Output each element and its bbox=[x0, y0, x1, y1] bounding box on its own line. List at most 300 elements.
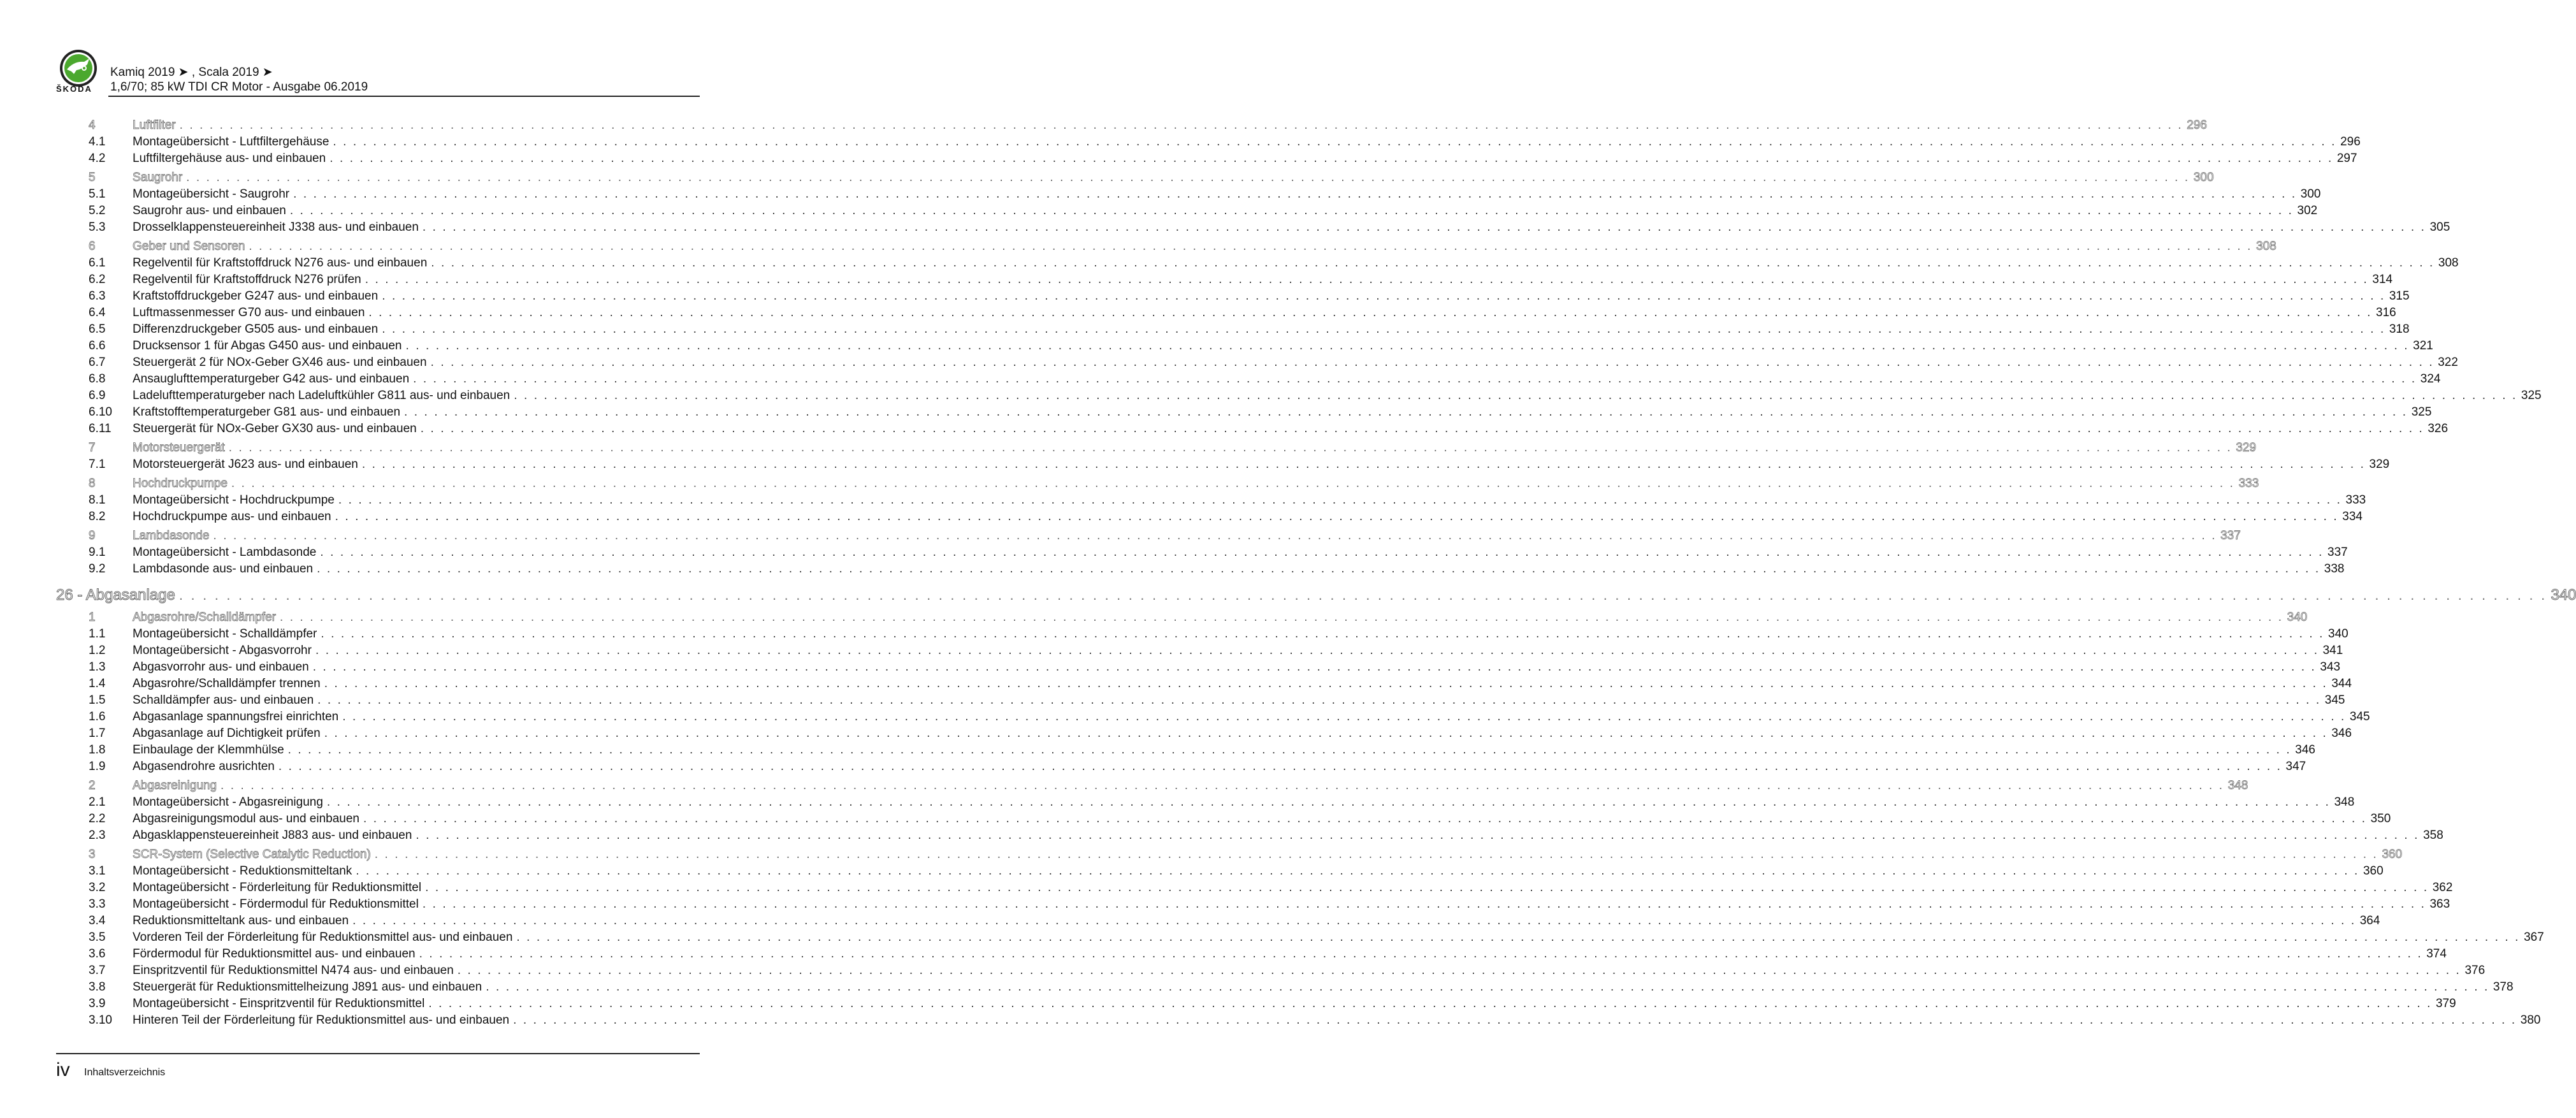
toc-leader-line bbox=[133, 305, 2396, 321]
toc-leader-line bbox=[133, 456, 2390, 473]
toc-number: 1.3 bbox=[89, 660, 106, 674]
toc-dot-leader: . . . . . . . . . . . . . . . . . . . . . . . . . . . . . . . . . . . . . . . . . . . . . . . . . . . . . . . . . . . . . . . . . . . . . . . . . . . . . . . . . . . . . . . . . . . . . . . . . . . . . . . . . . . . . . . . . . . . . . . . . . . . . . . . . . . . . . . . . . . . . . . . . . . . . . . . . . . . . . . . . . . . . . . . . . . . . . . . . . . . . . . . . . . . . . . . . . . . . . . . bbox=[342, 710, 2346, 723]
toc-section[interactable] bbox=[56, 609, 2308, 626]
toc-number: 6.3 bbox=[89, 289, 106, 303]
toc-entry[interactable] bbox=[56, 338, 2433, 354]
toc-entry[interactable] bbox=[56, 421, 2449, 437]
toc-leader-line bbox=[133, 725, 2352, 742]
toc-number: 3.7 bbox=[89, 964, 106, 977]
toc-leader-line bbox=[133, 404, 2432, 421]
toc-page-number: 296 bbox=[2340, 135, 2361, 149]
toc-title: Regelventil für Kraftstoffdruck N276 aus- und einbauen bbox=[133, 256, 428, 270]
skoda-logo-icon bbox=[59, 48, 98, 88]
toc-title: Hochdruckpumpe bbox=[133, 477, 228, 490]
toc-entry[interactable] bbox=[56, 561, 2345, 577]
toc-title: Montageübersicht - Abgasvorrohr bbox=[133, 644, 312, 657]
toc-title: Regelventil für Kraftstoffdruck N276 prüfen bbox=[133, 273, 361, 286]
toc-entry[interactable] bbox=[56, 759, 2306, 775]
toc-entry[interactable] bbox=[56, 896, 2450, 913]
toc-number: 1.8 bbox=[89, 743, 106, 757]
toc-dot-leader: . . . . . . . . . . . . . . . . . . . . . . . . . . . . . . . . . . . . . . . . . . . . . . . . . . . . . . . . . . . . . . . . . . . . . . . . . . . . . . . . . . . . . . . . . . . . . . . . . . . . . . . . . . . . . . . . . . . . . . . . . . . . . . . . . . . . . . . . . . . . . . . . . . . . . . . . . . . . . . . . . . . . . . . . . . . . . . . . . . . . . . . . . . . . . . . . . . . . . . . . bbox=[419, 947, 2423, 961]
toc-dot-leader: . . . . . . . . . . . . . . . . . . . . . . . . . . . . . . . . . . . . . . . . . . . . . . . . . . . . . . . . . . . . . . . . . . . . . . . . . . . . . . . . . . . . . . . . . . . . . . . . . . . . . . . . . . . . . . . . . . . . . . . . . . . . . . . . . . . . . . . . . . . . . . . . . . . . . . . . . . . . . . . . . . . . . . . . . . . . . . . . . . . . . . . . . . . . . . . . . . . . . . . . bbox=[514, 389, 2517, 402]
toc-page-number: 376 bbox=[2464, 964, 2486, 977]
toc-number: 3.6 bbox=[89, 947, 106, 961]
toc-page-number: 300 bbox=[2300, 187, 2321, 201]
toc-leader-line bbox=[133, 528, 2241, 544]
toc-page-number: 345 bbox=[2349, 710, 2370, 723]
toc-title: Steuergerät für Reduktionsmittelheizung J891 aus- und einbauen bbox=[133, 980, 482, 994]
toc-page-number: 315 bbox=[2389, 289, 2410, 303]
toc-leader-line bbox=[133, 759, 2306, 775]
toc-title: Abgasreinigungsmodul aus- und einbauen bbox=[133, 812, 359, 825]
toc-number: 9 bbox=[89, 529, 96, 542]
toc-page-number: 378 bbox=[2493, 980, 2514, 994]
toc-dot-leader: . . . . . . . . . . . . . . . . . . . . . . . . . . . . . . . . . . . . . . . . . . . . . . . . . . . . . . . . . . . . . . . . . . . . . . . . . . . . . . . . . . . . . . . . . . . . . . . . . . . . . . . . . . . . . . . . . . . . . . . . . . . . . . . . . . . . . . . . . . . . . . . . . . . . . . . . . . . . . . . . . . . . . . . . . . . . . . . . . . . . . . . . . . . . . . . . . . . . . . . . bbox=[315, 644, 2319, 657]
toc-title: Kraftstofftemperaturgeber G81 aus- und einbauen bbox=[133, 405, 401, 419]
toc-dot-leader: . . . . . . . . . . . . . . . . . . . . . . . . . . . . . . . . . . . . . . . . . . . . . . . . . . . . . . . . . . . . . . . . . . . . . . . . . . . . . . . . . . . . . . . . . . . . . . . . . . . . . . . . . . . . . . . . . . . . . . . . . . . . . . . . . . . . . . . . . . . . . . . . . . . . . . . . . . . . . . . . . . . . . . . . . . . . . . . . . . . . . . . . . . . . . . . . . . . . . . . . bbox=[179, 119, 2183, 132]
toc-dot-leader: . . . . . . . . . . . . . . . . . . . . . . . . . . . . . . . . . . . . . . . . . . . . . . . . . . . . . . . . . . . . . . . . . . . . . . . . . . . . . . . . . . . . . . . . . . . . . . . . . . . . . . . . . . . . . . . . . . . . . . . . . . . . . . . . . . . . . . . . . . . . . . . . . . . . . . . . . . . . . . . . . . . . . . . . . . . . . . . . . . . . . . . . . . . . . . . . . . . . . . . . bbox=[338, 493, 2342, 507]
toc-section[interactable] bbox=[56, 476, 2259, 492]
toc-entry[interactable] bbox=[56, 371, 2441, 388]
toc-title: Ladelufttemperaturgeber nach Ladeluftkühler G811 aus- und einbauen bbox=[133, 389, 510, 402]
toc-title: Saugrohr aus- und einbauen bbox=[133, 204, 286, 217]
toc-number: 6.11 bbox=[89, 422, 112, 435]
toc-entry[interactable] bbox=[56, 321, 2410, 338]
toc-dot-leader: . . . . . . . . . . . . . . . . . . . . . . . . . . . . . . . . . . . . . . . . . . . . . . . . . . . . . . . . . . . . . . . . . . . . . . . . . . . . . . . . . . . . . . . . . . . . . . . . . . . . . . . . . . . . . . . . . . . . . . . . . . . . . . . . . . . . . . . . . . . . . . . . . . . . . . . . . . . . . . . . . . . . . . . . . . . . . . . . . . . . . . . . . . . . . . . . . . . . . . . . bbox=[333, 135, 2337, 149]
toc-number: 6.7 bbox=[89, 356, 106, 369]
toc-dot-leader: . . . . . . . . . . . . . . . . . . . . . . . . . . . . . . . . . . . . . . . . . . . . . . . . . . . . . . . . . . . . . . . . . . . . . . . . . . . . . . . . . . . . . . . . . . . . . . . . . . . . . . . . . . . . . . . . . . . . . . . . . . . . . . . . . . . . . . . . . . . . . . . . . . . . . . . . . . . . . . . . . . . . . . . . . . . . . . . . . . . . . . . . . . . . . . . . . . . . . . . . bbox=[425, 881, 2429, 894]
toc-title: Luftmassenmesser G70 aus- und einbauen bbox=[133, 306, 365, 319]
toc-page-number: 346 bbox=[2295, 743, 2315, 757]
toc-page-number: 322 bbox=[2438, 356, 2458, 369]
toc-page-number: 340 bbox=[2287, 611, 2308, 624]
toc-page-number: 358 bbox=[2423, 829, 2443, 842]
toc-page-number: 379 bbox=[2435, 997, 2456, 1010]
toc-leader-line bbox=[133, 288, 2410, 305]
toc-leader-line bbox=[133, 476, 2259, 492]
toc-leader-line bbox=[133, 827, 2443, 844]
toc-title: Abgasanlage auf Dichtigkeit prüfen bbox=[133, 727, 321, 740]
toc-dot-leader: . . . . . . . . . . . . . . . . . . . . . . . . . . . . . . . . . . . . . . . . . . . . . . . . . . . . . . . . . . . . . . . . . . . . . . . . . . . . . . . . . . . . . . . . . . . . . . . . . . . . . . . . . . . . . . . . . . . . . . . . . . . . . . . . . . . . . . . . . . . . . . . . . . . . . . . . . . . . . . . . . . . . . . . . . . . . . . . . . . . . . . . . . . . . . . . . . . . . . . . . bbox=[186, 171, 2190, 184]
toc-number: 3.10 bbox=[89, 1013, 112, 1027]
toc-dot-leader: . . . . . . . . . . . . . . . . . . . . . . . . . . . . . . . . . . . . . . . . . . . . . . . . . . . . . . . . . . . . . . . . . . . . . . . . . . . . . . . . . . . . . . . . . . . . . . . . . . . . . . . . . . . . . . . . . . . . . . . . . . . . . . . . . . . . . . . . . . . . . . . . . . . . . . . . . . . . . . . . . . . . . . . . . . . . . . . . . . . . . . . . . . . . . . . . . . . . . . . . bbox=[382, 323, 2385, 336]
toc-title: Motorsteuergerät J623 aus- und einbauen bbox=[133, 458, 358, 471]
toc-entry[interactable] bbox=[56, 150, 2357, 167]
toc-title: Fördermodul für Reduktionsmittel aus- und einbauen bbox=[133, 947, 416, 961]
toc-entry[interactable] bbox=[56, 509, 2363, 525]
toc-page-number: 341 bbox=[2322, 644, 2343, 657]
toc-page-number: 333 bbox=[2238, 477, 2259, 490]
toc-leader-line bbox=[133, 794, 2355, 811]
toc-title: SCR-System (Selective Catalytic Reduction) bbox=[133, 848, 371, 861]
toc-dot-leader: . . . . . . . . . . . . . . . . . . . . . . . . . . . . . . . . . . . . . . . . . . . . . . . . . . . . . . . . . . . . . . . . . . . . . . . . . . . . . . . . . . . . . . . . . . . . . . . . . . . . . . . . . . . . . . . . . . . . . . . . . . . . . . . . . . . . . . . . . . . . . . . . . . . . . . . . . . . . . . . . . . . . . . . . . . . . . . . . . . . . . . . . . . . . . . . . . . . . . . . . bbox=[368, 306, 2373, 319]
toc-leader-line bbox=[133, 692, 2345, 709]
toc-number: 7 bbox=[89, 441, 96, 454]
toc-number: 6.1 bbox=[89, 256, 106, 270]
toc-dot-leader: . . . . . . . . . . . . . . . . . . . . . . . . . . . . . . . . . . . . . . . . . . . . . . . . . . . . . . . . . . . . . . . . . . . . . . . . . . . . . . . . . . . . . . . . . . . . . . . . . . . . . . . . . . . . . . . . . . . . . . . . . . . . . . . . . . . . . . . . . . . . . . . . . . . . . . . . . . . . . . . . . . . . . . . . . . . . . . . . . . . . . . . . . . . . . . . . . . . . . . . . bbox=[365, 273, 2369, 286]
toc-entry[interactable] bbox=[56, 544, 2348, 561]
toc-leader-line bbox=[133, 354, 2458, 371]
toc-title: Montageübersicht - Saugrohr bbox=[133, 187, 290, 201]
toc-number: 1.7 bbox=[89, 727, 106, 740]
toc-leader-line bbox=[133, 440, 2257, 456]
toc-number: 6.2 bbox=[89, 273, 106, 286]
toc-page-number: 305 bbox=[2429, 221, 2450, 234]
toc-section[interactable] bbox=[56, 440, 2257, 456]
toc-title: Geber und Sensoren bbox=[133, 240, 245, 253]
toc-leader-line bbox=[56, 584, 2576, 607]
toc-page-number: 344 bbox=[2331, 677, 2352, 690]
toc-title: Montageübersicht - Schalldämpfer bbox=[133, 627, 317, 641]
footer-label: Inhaltsverzeichnis bbox=[84, 1067, 166, 1078]
toc-number: 2.1 bbox=[89, 795, 106, 809]
toc-page-number: 374 bbox=[2426, 947, 2447, 961]
toc-page-number: 308 bbox=[2438, 256, 2459, 270]
toc-leader-line bbox=[133, 609, 2308, 626]
toc-dot-leader: . . . . . . . . . . . . . . . . . . . . . . . . . . . . . . . . . . . . . . . . . . . . . . . . . . . . . . . . . . . . . . . . . . . . . . . . . . . . . . . . . . . . . . . . . . . . . . . . . . . . . . . . . . . . . . . . . . . . . . . . . . . . . . . . . . . . . . . . . . . . . . . . . . . . . . . . . . . . . . . . . . . . . . . . . . . . . . . . . . . . . . . . . . . . . . . . . . . . . . . . bbox=[361, 458, 2366, 471]
toc-leader-line bbox=[133, 811, 2391, 827]
toc-title: Abgasreinigung bbox=[133, 779, 217, 792]
toc-page-number: 347 bbox=[2285, 760, 2306, 773]
toc-number: 4.2 bbox=[89, 152, 106, 165]
toc-number: 6.10 bbox=[89, 405, 112, 419]
toc-entry[interactable] bbox=[56, 134, 2361, 150]
toc-dot-leader: . . . . . . . . . . . . . . . . . . . . . . . . . . . . . . . . . . . . . . . . . . . . . . . . . . . . . . . . . . . . . . . . . . . . . . . . . . . . . . . . . . . . . . . . . . . . . . . . . . . . . . . . . . . . . . . . . . . . . . . . . . . . . . . . . . . . . . . . . . . . . . . . . . . . . . . . . . . . . . . . . . . . . . . . . . . . . . . . . . . . . . . . . . . . . . . . . . . . . . . . bbox=[326, 795, 2331, 809]
toc-entry[interactable] bbox=[56, 219, 2450, 236]
toc-dot-leader: . . . . . . . . . . . . . . . . . . . . . . . . . . . . . . . . . . . . . . . . . . . . . . . . . . . . . . . . . . . . . . . . . . . . . . . . . . . . . . . . . . . . . . . . . . . . . . . . . . . . . . . . . . . . . . . . . . . . . . . . . . . . . . . . . . . . . . . . . . . . . . . . . . . . . . . . . . . . . . . . . . . . . . . . . . . . . . . . . . . . . . . . . . . . . . . . . . . . . . . . bbox=[405, 339, 2410, 352]
toc-title: Montageübersicht - Lambdasonde bbox=[133, 546, 317, 559]
toc-leader-line bbox=[133, 186, 2321, 203]
toc-page-number: 297 bbox=[2336, 152, 2357, 165]
toc-dot-leader: . . . . . . . . . . . . . . . . . . . . . . . . . . . . . . . . . . . . . . . . . . . . . . . . . . . . . . . . . . . . . . . . . . . . . . . . . . . . . . . . . . . . . . . . . . . . . . . . . . . . . . . . . . . . . . . . . . . . . . . . . . . . . . . . . . . . . . . . . . . . . . . . . . . . . . . . . . . . . . . . . . . . . . . . . . . . . . . . . . . . . . . . . . . . . . . . . . . . . . . . bbox=[413, 372, 2417, 386]
toc-dot-leader: . . . . . . . . . . . . . . . . . . . . . . . . . . . . . . . . . . . . . . . . . . . . . . . . . . . . . . . . . . . . . . . . . . . . . . . . . . . . . . . . . . . . . . . . . . . . . . . . . . . . . . . . . . . . . . . . . . . . . . . . . . . . . . . . . . . . . . . . . . . . . . . . . . . . . . . . . . . . . . . . . . . . . . . . . . . . . . . . . . . . . . . . . . . . . . . . . . . . . . . . bbox=[404, 405, 2408, 419]
toc-dot-leader: . . . . . . . . . . . . . . . . . . . . . . . . . . . . . . . . . . . . . . . . . . . . . . . . . . . . . . . . . . . . . . . . . . . . . . . . . . . . . . . . . . . . . . . . . . . . . . . . . . . . . . . . . . . . . . . . . . . . . . . . . . . . . . . . . . . . . . . . . . . . . . . . . . . . . . . . . . . . . . . . . . . . . . . . . . . . . . . . . . . . . . . . . . . . . . . . . . . . . . . . bbox=[312, 660, 2317, 674]
toc-page-number: 363 bbox=[2429, 897, 2450, 911]
toc-number: 5 bbox=[89, 171, 96, 184]
toc-entry[interactable] bbox=[56, 186, 2321, 203]
toc-page-number: 346 bbox=[2331, 727, 2352, 740]
toc-dot-leader: . . . . . . . . . . . . . . . . . . . . . . . . . . . . . . . . . . . . . . . . . . . . . . . . . . . . . . . . . . . . . . . . . . . . . . . . . . . . . . . . . . . . . . . . . . . . . . . . . . . . . . . . . . . . . . . . . . . . . . . . . . . . . . . . . . . . . . . . . . . . . . . . . . . . . . . . . . . . . . . . . . . . . . . . . . . . . . . . . . . . . . . . . . . . . . . . . . . . . . . . bbox=[289, 204, 2294, 217]
toc-entry[interactable] bbox=[56, 272, 2393, 288]
toc-title: Reduktionsmitteltank aus- und einbauen bbox=[133, 914, 349, 927]
toc-page-number: 360 bbox=[2363, 864, 2384, 878]
toc-leader-line bbox=[133, 170, 2214, 186]
toc-leader-line bbox=[133, 996, 2456, 1012]
toc-number: 5.3 bbox=[89, 221, 106, 234]
toc-leader-line bbox=[133, 778, 2248, 794]
toc-page-number: 345 bbox=[2324, 693, 2345, 707]
toc-entry[interactable] bbox=[56, 811, 2391, 827]
toc-title: Montageübersicht - Hochdruckpumpe bbox=[133, 493, 335, 507]
toc-page-number: 380 bbox=[2520, 1013, 2541, 1027]
toc-leader-line bbox=[133, 561, 2345, 577]
toc-page-number: 324 bbox=[2420, 372, 2441, 386]
toc-page-number: 360 bbox=[2382, 848, 2403, 861]
toc-title: Abgasanlage spannungsfrei einrichten bbox=[133, 710, 339, 723]
toc-chapter[interactable] bbox=[56, 584, 2576, 607]
toc-dot-leader: . . . . . . . . . . . . . . . . . . . . . . . . . . . . . . . . . . . . . . . . . . . . . . . . . . . . . . . . . . . . . . . . . . . . . . . . . . . . . . . . . . . . . . . . . . . . . . . . . . . . . . . . . . . . . . . . . . . . . . . . . . . . . . . . . . . . . . . . . . . . . . . . . . . . . . . . . . . . . . . . . . . . . . . . . . . . . . . . . . . . . . . . . . . . . . . . . . . . . . . . bbox=[329, 152, 2333, 165]
toc-title: Montageübersicht - Förderleitung für Reduktionsmittel bbox=[133, 881, 422, 894]
toc-entry[interactable] bbox=[56, 979, 2514, 996]
toc-number: 6.8 bbox=[89, 372, 106, 386]
toc-page-number: 316 bbox=[2376, 306, 2396, 319]
toc-number: 6.5 bbox=[89, 323, 106, 336]
toc-dot-leader: . . . . . . . . . . . . . . . . . . . . . . . . . . . . . . . . . . . . . . . . . . . . . . . . . . . . . . . . . . . . . . . . . . . . . . . . . . . . . . . . . . . . . . . . . . . . . . . . . . . . . . . . . . . . . . . . . . . . . . . . . . . . . . . . . . . . . . . . . . . . . . . . . . . . . . . . . . . . . . . . . . . . . . . . . . . . . . . . . . . . . . . . . . . . . . . . . . . . . . . . bbox=[178, 587, 2547, 603]
toc-entry[interactable] bbox=[56, 288, 2410, 305]
toc-title: Montageübersicht - Einspritzventil für Reduktionsmittel bbox=[133, 997, 425, 1010]
toc-page-number: 340 bbox=[2551, 586, 2576, 604]
toc-entry[interactable] bbox=[56, 742, 2315, 759]
toc-section[interactable] bbox=[56, 117, 2207, 134]
toc-title: Steuergerät für NOx-Geber GX30 aus- und einbauen bbox=[133, 422, 417, 435]
toc-title: Vorderen Teil der Förderleitung für Reduktionsmittel aus- und einbauen bbox=[133, 931, 513, 944]
toc-dot-leader: . . . . . . . . . . . . . . . . . . . . . . . . . . . . . . . . . . . . . . . . . . . . . . . . . . . . . . . . . . . . . . . . . . . . . . . . . . . . . . . . . . . . . . . . . . . . . . . . . . . . . . . . . . . . . . . . . . . . . . . . . . . . . . . . . . . . . . . . . . . . . . . . . . . . . . . . . . . . . . . . . . . . . . . . . . . . . . . . . . . . . . . . . . . . . . . . . . . . . . . . bbox=[486, 980, 2489, 994]
toc-dot-leader: . . . . . . . . . . . . . . . . . . . . . . . . . . . . . . . . . . . . . . . . . . . . . . . . . . . . . . . . . . . . . . . . . . . . . . . . . . . . . . . . . . . . . . . . . . . . . . . . . . . . . . . . . . . . . . . . . . . . . . . . . . . . . . . . . . . . . . . . . . . . . . . . . . . . . . . . . . . . . . . . . . . . . . . . . . . . . . . . . . . . . . . . . . . . . . . . . . . . . . . . bbox=[231, 477, 2235, 490]
toc-number: 8.2 bbox=[89, 510, 106, 523]
toc-page-number: 318 bbox=[2389, 323, 2410, 336]
toc-leader-line bbox=[133, 544, 2348, 561]
toc-entry[interactable] bbox=[56, 676, 2352, 692]
toc-entry[interactable] bbox=[56, 305, 2396, 321]
toc-page-number: 308 bbox=[2256, 240, 2276, 253]
toc-leader-line bbox=[133, 509, 2363, 525]
toc-dot-leader: . . . . . . . . . . . . . . . . . . . . . . . . . . . . . . . . . . . . . . . . . . . . . . . . . . . . . . . . . . . . . . . . . . . . . . . . . . . . . . . . . . . . . . . . . . . . . . . . . . . . . . . . . . . . . . . . . . . . . . . . . . . . . . . . . . . . . . . . . . . . . . . . . . . . . . . . . . . . . . . . . . . . . . . . . . . . . . . . . . . . . . . . . . . . . . . . . . . . . . . . bbox=[422, 897, 2426, 911]
toc-page-number: 325 bbox=[2521, 389, 2542, 402]
toc-number: 5.1 bbox=[89, 187, 106, 201]
toc-leader-line bbox=[133, 421, 2449, 437]
toc-leader-line bbox=[133, 371, 2441, 388]
toc-dot-leader: . . . . . . . . . . . . . . . . . . . . . . . . . . . . . . . . . . . . . . . . . . . . . . . . . . . . . . . . . . . . . . . . . . . . . . . . . . . . . . . . . . . . . . . . . . . . . . . . . . . . . . . . . . . . . . . . . . . . . . . . . . . . . . . . . . . . . . . . . . . . . . . . . . . . . . . . . . . . . . . . . . . . . . . . . . . . . . . . . . . . . . . . . . . . . . . . . . . . . . . . bbox=[317, 562, 2320, 576]
toc-section[interactable] bbox=[56, 846, 2403, 863]
header-model-line: Kamiq 2019 ➤ , Scala 2019 ➤ bbox=[110, 66, 273, 79]
toc-number: 9.2 bbox=[89, 562, 106, 576]
toc-leader-line bbox=[133, 388, 2542, 404]
toc-section[interactable] bbox=[56, 238, 2276, 255]
toc-leader-line bbox=[133, 709, 2370, 725]
toc-title: Luftfilter bbox=[133, 119, 176, 132]
toc-page-number: 329 bbox=[2236, 441, 2257, 454]
toc-leader-line bbox=[133, 321, 2410, 338]
toc-number: 3.1 bbox=[89, 864, 106, 878]
toc-entry[interactable] bbox=[56, 626, 2348, 642]
toc-entry[interactable] bbox=[56, 996, 2456, 1012]
toc-entry[interactable] bbox=[56, 913, 2380, 929]
toc-number: 5.2 bbox=[89, 204, 106, 217]
toc-number: 1 bbox=[89, 611, 96, 624]
toc-dot-leader: . . . . . . . . . . . . . . . . . . . . . . . . . . . . . . . . . . . . . . . . . . . . . . . . . . . . . . . . . . . . . . . . . . . . . . . . . . . . . . . . . . . . . . . . . . . . . . . . . . . . . . . . . . . . . . . . . . . . . . . . . . . . . . . . . . . . . . . . . . . . . . . . . . . . . . . . . . . . . . . . . . . . . . . . . . . . . . . . . . . . . . . . . . . . . . . . . . . . . . . . bbox=[321, 627, 2325, 641]
toc-title: Hochdruckpumpe aus- und einbauen bbox=[133, 510, 331, 523]
toc-leader-line bbox=[133, 117, 2207, 134]
toc-entry[interactable] bbox=[56, 354, 2458, 371]
toc-title: Lambdasonde aus- und einbauen bbox=[133, 562, 314, 576]
toc-page-number: 337 bbox=[2327, 546, 2348, 559]
toc-leader-line bbox=[133, 255, 2459, 272]
toc-entry[interactable] bbox=[56, 962, 2486, 979]
toc-page-number: 340 bbox=[2328, 627, 2348, 641]
toc-number: 1.2 bbox=[89, 644, 106, 657]
toc-entry[interactable] bbox=[56, 456, 2390, 473]
toc-title: Schalldämpfer aus- und einbauen bbox=[133, 693, 314, 707]
toc-page-number: 329 bbox=[2369, 458, 2390, 471]
toc-leader-line bbox=[133, 863, 2384, 880]
toc-number: 3.2 bbox=[89, 881, 106, 894]
toc-title: Montageübersicht - Reduktionsmitteltank bbox=[133, 864, 352, 878]
toc-leader-line bbox=[133, 338, 2433, 354]
toc-title: Differenzdruckgeber G505 aus- und einbauen bbox=[133, 323, 379, 336]
toc-dot-leader: . . . . . . . . . . . . . . . . . . . . . . . . . . . . . . . . . . . . . . . . . . . . . . . . . . . . . . . . . . . . . . . . . . . . . . . . . . . . . . . . . . . . . . . . . . . . . . . . . . . . . . . . . . . . . . . . . . . . . . . . . . . . . . . . . . . . . . . . . . . . . . . . . . . . . . . . . . . . . . . . . . . . . . . . . . . . . . . . . . . . . . . . . . . . . . . . . . . . . . . . bbox=[221, 779, 2224, 792]
toc-leader-line bbox=[133, 946, 2447, 962]
toc-title: Einspritzventil für Reduktionsmittel N474 aus- und einbauen bbox=[133, 964, 454, 977]
toc-page-number: 338 bbox=[2324, 562, 2345, 576]
toc-title: Montageübersicht - Fördermodul für Reduktionsmittel bbox=[133, 897, 419, 911]
toc-title: Saugrohr bbox=[133, 171, 183, 184]
toc-number: 3.3 bbox=[89, 897, 106, 911]
toc-number: 8 bbox=[89, 477, 96, 490]
toc-leader-line bbox=[133, 238, 2276, 255]
toc-number: 4 bbox=[89, 119, 96, 132]
toc-dot-leader: . . . . . . . . . . . . . . . . . . . . . . . . . . . . . . . . . . . . . . . . . . . . . . . . . . . . . . . . . . . . . . . . . . . . . . . . . . . . . . . . . . . . . . . . . . . . . . . . . . . . . . . . . . . . . . . . . . . . . . . . . . . . . . . . . . . . . . . . . . . . . . . . . . . . . . . . . . . . . . . . . . . . . . . . . . . . . . . . . . . . . . . . . . . . . . . . . . . . . . . . bbox=[513, 1013, 2517, 1027]
toc-leader-line bbox=[133, 219, 2450, 236]
toc-leader-line bbox=[133, 880, 2453, 896]
toc-entry[interactable] bbox=[56, 659, 2341, 676]
toc-leader-line bbox=[133, 150, 2357, 167]
toc-leader-line bbox=[133, 929, 2544, 946]
toc-number: 6.6 bbox=[89, 339, 106, 352]
toc-section[interactable] bbox=[56, 528, 2241, 544]
toc-dot-leader: . . . . . . . . . . . . . . . . . . . . . . . . . . . . . . . . . . . . . . . . . . . . . . . . . . . . . . . . . . . . . . . . . . . . . . . . . . . . . . . . . . . . . . . . . . . . . . . . . . . . . . . . . . . . . . . . . . . . . . . . . . . . . . . . . . . . . . . . . . . . . . . . . . . . . . . . . . . . . . . . . . . . . . . . . . . . . . . . . . . . . . . . . . . . . . . . . . . . . . . . bbox=[457, 964, 2461, 977]
toc-dot-leader: . . . . . . . . . . . . . . . . . . . . . . . . . . . . . . . . . . . . . . . . . . . . . . . . . . . . . . . . . . . . . . . . . . . . . . . . . . . . . . . . . . . . . . . . . . . . . . . . . . . . . . . . . . . . . . . . . . . . . . . . . . . . . . . . . . . . . . . . . . . . . . . . . . . . . . . . . . . . . . . . . . . . . . . . . . . . . . . . . . . . . . . . . . . . . . . . . . . . . . . . bbox=[363, 812, 2367, 825]
toc-entry[interactable] bbox=[56, 492, 2366, 509]
toc-section[interactable] bbox=[56, 778, 2248, 794]
toc-number: 6.4 bbox=[89, 306, 106, 319]
toc-title: Steuergerät 2 für NOx-Geber GX46 aus- und einbauen bbox=[133, 356, 427, 369]
toc-leader-line bbox=[133, 659, 2341, 676]
footer-divider bbox=[56, 1053, 700, 1054]
toc-title: Drucksensor 1 für Abgas G450 aus- und einbauen bbox=[133, 339, 402, 352]
toc-title: Montageübersicht - Luftfiltergehäuse bbox=[133, 135, 329, 149]
toc-page-number: 350 bbox=[2370, 812, 2391, 825]
toc-number: 3.4 bbox=[89, 914, 106, 927]
toc-entry[interactable] bbox=[56, 692, 2345, 709]
toc-title: 26 - Abgasanlage bbox=[56, 586, 175, 604]
toc-number: 2 bbox=[89, 779, 96, 792]
footer-page-number: iv bbox=[56, 1059, 70, 1080]
toc-entry[interactable] bbox=[56, 880, 2453, 896]
toc-number: 3.8 bbox=[89, 980, 106, 994]
toc-page-number: 362 bbox=[2432, 881, 2453, 894]
brand-wordmark: ŠKODA bbox=[56, 84, 92, 94]
toc-leader-line bbox=[133, 1012, 2541, 1029]
toc-dot-leader: . . . . . . . . . . . . . . . . . . . . . . . . . . . . . . . . . . . . . . . . . . . . . . . . . . . . . . . . . . . . . . . . . . . . . . . . . . . . . . . . . . . . . . . . . . . . . . . . . . . . . . . . . . . . . . . . . . . . . . . . . . . . . . . . . . . . . . . . . . . . . . . . . . . . . . . . . . . . . . . . . . . . . . . . . . . . . . . . . . . . . . . . . . . . . . . . . . . . . . . . bbox=[431, 256, 2435, 270]
toc-number: 6 bbox=[89, 240, 96, 253]
toc-leader-line bbox=[133, 962, 2486, 979]
toc-title: Hinteren Teil der Förderleitung für Reduktionsmittel aus- und einbauen bbox=[133, 1013, 510, 1027]
toc-dot-leader: . . . . . . . . . . . . . . . . . . . . . . . . . . . . . . . . . . . . . . . . . . . . . . . . . . . . . . . . . . . . . . . . . . . . . . . . . . . . . . . . . . . . . . . . . . . . . . . . . . . . . . . . . . . . . . . . . . . . . . . . . . . . . . . . . . . . . . . . . . . . . . . . . . . . . . . . . . . . . . . . . . . . . . . . . . . . . . . . . . . . . . . . . . . . . . . . . . . . . . . . bbox=[356, 864, 2359, 878]
toc-number: 7.1 bbox=[89, 458, 106, 471]
toc-entry[interactable] bbox=[56, 946, 2447, 962]
toc-title: Abgasvorrohr aus- und einbauen bbox=[133, 660, 309, 674]
toc-entry[interactable] bbox=[56, 255, 2459, 272]
toc-page-number: 325 bbox=[2411, 405, 2432, 419]
toc-title: Abgasendrohre ausrichten bbox=[133, 760, 275, 773]
toc-dot-leader: . . . . . . . . . . . . . . . . . . . . . . . . . . . . . . . . . . . . . . . . . . . . . . . . . . . . . . . . . . . . . . . . . . . . . . . . . . . . . . . . . . . . . . . . . . . . . . . . . . . . . . . . . . . . . . . . . . . . . . . . . . . . . . . . . . . . . . . . . . . . . . . . . . . . . . . . . . . . . . . . . . . . . . . . . . . . . . . . . . . . . . . . . . . . . . . . . . . . . . . . bbox=[287, 743, 2292, 757]
toc-entry[interactable] bbox=[56, 725, 2352, 742]
toc-dot-leader: . . . . . . . . . . . . . . . . . . . . . . . . . . . . . . . . . . . . . . . . . . . . . . . . . . . . . . . . . . . . . . . . . . . . . . . . . . . . . . . . . . . . . . . . . . . . . . . . . . . . . . . . . . . . . . . . . . . . . . . . . . . . . . . . . . . . . . . . . . . . . . . . . . . . . . . . . . . . . . . . . . . . . . . . . . . . . . . . . . . . . . . . . . . . . . . . . . . . . . . . bbox=[317, 693, 2321, 707]
toc-number: 3.9 bbox=[89, 997, 106, 1010]
toc-page-number: 296 bbox=[2187, 119, 2207, 132]
toc-dot-leader: . . . . . . . . . . . . . . . . . . . . . . . . . . . . . . . . . . . . . . . . . . . . . . . . . . . . . . . . . . . . . . . . . . . . . . . . . . . . . . . . . . . . . . . . . . . . . . . . . . . . . . . . . . . . . . . . . . . . . . . . . . . . . . . . . . . . . . . . . . . . . . . . . . . . . . . . . . . . . . . . . . . . . . . . . . . . . . . . . . . . . . . . . . . . . . . . . . . . . . . . bbox=[416, 829, 2420, 842]
toc-entry[interactable] bbox=[56, 709, 2370, 725]
toc-entry[interactable] bbox=[56, 929, 2544, 946]
toc-page-number: 337 bbox=[2220, 529, 2241, 542]
toc-number: 3 bbox=[89, 848, 96, 861]
toc-number: 2.2 bbox=[89, 812, 106, 825]
toc-title: Luftfiltergehäuse aus- und einbauen bbox=[133, 152, 326, 165]
header-engine-line: 1,6/70; 85 kW TDI CR Motor - Ausgabe 06.2019 bbox=[110, 80, 368, 94]
toc-title: Drosselklappensteuereinheit J338 aus- und einbauen bbox=[133, 221, 419, 234]
toc-leader-line bbox=[133, 846, 2403, 863]
toc-dot-leader: . . . . . . . . . . . . . . . . . . . . . . . . . . . . . . . . . . . . . . . . . . . . . . . . . . . . . . . . . . . . . . . . . . . . . . . . . . . . . . . . . . . . . . . . . . . . . . . . . . . . . . . . . . . . . . . . . . . . . . . . . . . . . . . . . . . . . . . . . . . . . . . . . . . . . . . . . . . . . . . . . . . . . . . . . . . . . . . . . . . . . . . . . . . . . . . . . . . . . . . . bbox=[420, 422, 2424, 435]
toc-leader-line bbox=[133, 272, 2393, 288]
toc-page-number: 302 bbox=[2297, 204, 2318, 217]
toc-entry[interactable] bbox=[56, 388, 2542, 404]
toc-page-number: 343 bbox=[2320, 660, 2341, 674]
toc-entry[interactable] bbox=[56, 794, 2355, 811]
table-of-contents bbox=[56, 115, 2576, 1029]
toc-number: 1.1 bbox=[89, 627, 106, 641]
toc-page-number: 300 bbox=[2193, 171, 2214, 184]
toc-entry[interactable] bbox=[56, 203, 2318, 219]
toc-title: Abgasrohre/Schalldämpfer bbox=[133, 611, 276, 624]
toc-number: 3.5 bbox=[89, 931, 106, 944]
toc-dot-leader: . . . . . . . . . . . . . . . . . . . . . . . . . . . . . . . . . . . . . . . . . . . . . . . . . . . . . . . . . . . . . . . . . . . . . . . . . . . . . . . . . . . . . . . . . . . . . . . . . . . . . . . . . . . . . . . . . . . . . . . . . . . . . . . . . . . . . . . . . . . . . . . . . . . . . . . . . . . . . . . . . . . . . . . . . . . . . . . . . . . . . . . . . . . . . . . . . . . . . . . . bbox=[428, 997, 2432, 1010]
toc-dot-leader: . . . . . . . . . . . . . . . . . . . . . . . . . . . . . . . . . . . . . . . . . . . . . . . . . . . . . . . . . . . . . . . . . . . . . . . . . . . . . . . . . . . . . . . . . . . . . . . . . . . . . . . . . . . . . . . . . . . . . . . . . . . . . . . . . . . . . . . . . . . . . . . . . . . . . . . . . . . . . . . . . . . . . . . . . . . . . . . . . . . . . . . . . . . . . . . . . . . . . . . . bbox=[320, 546, 2324, 559]
toc-number: 4.1 bbox=[89, 135, 106, 149]
toc-section[interactable] bbox=[56, 170, 2214, 186]
toc-page-number: 326 bbox=[2428, 422, 2449, 435]
toc-entry[interactable] bbox=[56, 1012, 2541, 1029]
toc-leader-line bbox=[133, 203, 2318, 219]
toc-title: Abgasrohre/Schalldämpfer trennen bbox=[133, 677, 321, 690]
toc-title: Montageübersicht - Abgasreinigung bbox=[133, 795, 323, 809]
toc-entry[interactable] bbox=[56, 863, 2384, 880]
toc-leader-line bbox=[133, 492, 2366, 509]
toc-entry[interactable] bbox=[56, 827, 2443, 844]
toc-number: 1.5 bbox=[89, 693, 106, 707]
toc-dot-leader: . . . . . . . . . . . . . . . . . . . . . . . . . . . . . . . . . . . . . . . . . . . . . . . . . . . . . . . . . . . . . . . . . . . . . . . . . . . . . . . . . . . . . . . . . . . . . . . . . . . . . . . . . . . . . . . . . . . . . . . . . . . . . . . . . . . . . . . . . . . . . . . . . . . . . . . . . . . . . . . . . . . . . . . . . . . . . . . . . . . . . . . . . . . . . . . . . . . . . . . . bbox=[335, 510, 2339, 523]
toc-dot-leader: . . . . . . . . . . . . . . . . . . . . . . . . . . . . . . . . . . . . . . . . . . . . . . . . . . . . . . . . . . . . . . . . . . . . . . . . . . . . . . . . . . . . . . . . . . . . . . . . . . . . . . . . . . . . . . . . . . . . . . . . . . . . . . . . . . . . . . . . . . . . . . . . . . . . . . . . . . . . . . . . . . . . . . . . . . . . . . . . . . . . . . . . . . . . . . . . . . . . . . . . bbox=[516, 931, 2521, 944]
toc-number: 1.4 bbox=[89, 677, 106, 690]
toc-dot-leader: . . . . . . . . . . . . . . . . . . . . . . . . . . . . . . . . . . . . . . . . . . . . . . . . . . . . . . . . . . . . . . . . . . . . . . . . . . . . . . . . . . . . . . . . . . . . . . . . . . . . . . . . . . . . . . . . . . . . . . . . . . . . . . . . . . . . . . . . . . . . . . . . . . . . . . . . . . . . . . . . . . . . . . . . . . . . . . . . . . . . . . . . . . . . . . . . . . . . . . . . bbox=[430, 356, 2435, 369]
toc-page-number: 367 bbox=[2524, 931, 2544, 944]
toc-page-number: 333 bbox=[2345, 493, 2366, 507]
toc-page-number: 348 bbox=[2227, 779, 2248, 792]
toc-dot-leader: . . . . . . . . . . . . . . . . . . . . . . . . . . . . . . . . . . . . . . . . . . . . . . . . . . . . . . . . . . . . . . . . . . . . . . . . . . . . . . . . . . . . . . . . . . . . . . . . . . . . . . . . . . . . . . . . . . . . . . . . . . . . . . . . . . . . . . . . . . . . . . . . . . . . . . . . . . . . . . . . . . . . . . . . . . . . . . . . . . . . . . . . . . . . . . . . . . . . . . . . bbox=[352, 914, 2356, 927]
toc-title: Kraftstoffdruckgeber G247 aus- und einbauen bbox=[133, 289, 379, 303]
toc-entry[interactable] bbox=[56, 642, 2343, 659]
toc-page-number: 348 bbox=[2334, 795, 2355, 809]
toc-page-number: 314 bbox=[2372, 273, 2393, 286]
toc-page-number: 334 bbox=[2342, 510, 2363, 523]
toc-entry[interactable] bbox=[56, 404, 2432, 421]
toc-leader-line bbox=[133, 676, 2352, 692]
toc-leader-line bbox=[133, 742, 2315, 759]
toc-dot-leader: . . . . . . . . . . . . . . . . . . . . . . . . . . . . . . . . . . . . . . . . . . . . . . . . . . . . . . . . . . . . . . . . . . . . . . . . . . . . . . . . . . . . . . . . . . . . . . . . . . . . . . . . . . . . . . . . . . . . . . . . . . . . . . . . . . . . . . . . . . . . . . . . . . . . . . . . . . . . . . . . . . . . . . . . . . . . . . . . . . . . . . . . . . . . . . . . . . . . . . . . bbox=[382, 289, 2385, 303]
toc-title: Einbaulage der Klemmhülse bbox=[133, 743, 284, 757]
page-header bbox=[56, 47, 700, 98]
toc-number: 8.1 bbox=[89, 493, 106, 507]
toc-leader-line bbox=[133, 979, 2514, 996]
